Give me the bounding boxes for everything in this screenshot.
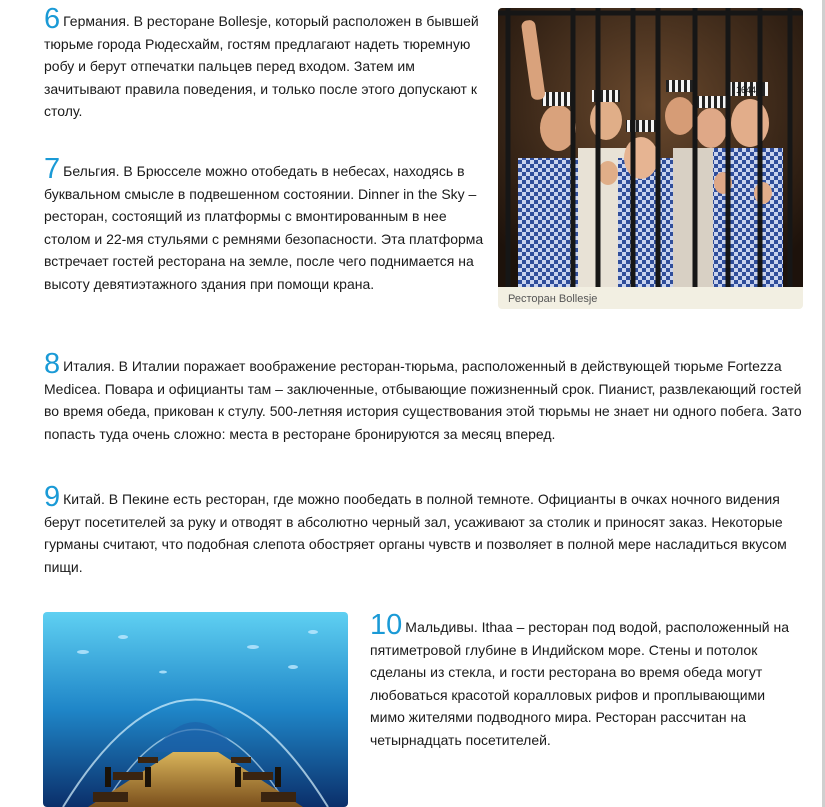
list-item-8	[44, 348, 814, 445]
prisoner-number-badge: 1644	[736, 85, 757, 95]
prison-restaurant-photo-card	[498, 8, 803, 309]
item-number: 9	[44, 481, 61, 513]
underwater-restaurant-photo	[43, 612, 348, 807]
item-number: 10	[370, 609, 403, 641]
item-number: 8	[44, 348, 61, 380]
list-item-9	[44, 481, 794, 578]
item-text: Бельгия. В Брюсселе можно отобедать в небесах, находясь в буквальном смысле в подвешенном состоянии. Dinner in the Sky – ресторан, состоящий из платформы с вмонтированным в нее столом и 22-мя стульями с ремнями безопасности. Эта платформа встречает гостей ресторана на земле, после чего поднимается на высоту девятиэтажного здания при помощи крана.	[44, 163, 484, 292]
item-text: Мальдивы. Ithaa – ресторан под водой, расположенный на пятиметровой глубине в Индийском море. Стены и потолок сделаны из стекла, и гости ресторана во время обеда могут любоваться красотой коралловых рифов и проплывающими мимо жителями подводного мира. Ресторан рассчитан на четырнадцать посетителей.	[370, 619, 790, 748]
list-item-7	[44, 153, 484, 295]
item-text: Германия. В ресторане Bollesje, который расположен в бывшей тюрьме города Рюдесхайм, гостям предлагают надеть тюремную робу и берут отпечатки пальцев перед входом. Затем им зачитывают правила поведения, и только после этого допускают к столу.	[44, 13, 479, 119]
item-text: Италия. В Италии поражает воображение ресторан-тюрьма, расположенный в действующей тюрьме Fortezza Medicea. Повара и официанты там – заключенные, отбывающие пожизненный срок. Пианист, развлекающий гостей во время обеда, прикован к стулу. 500-летняя история существования этой тюрьмы не знает ни одного побега. Зато попасть туда очень сложно: места в ресторане бронируются за месяц вперед.	[44, 358, 802, 442]
list-item-6	[44, 3, 484, 123]
item-number: 6	[44, 3, 61, 35]
list-item-10	[370, 609, 800, 751]
photo-caption: Ресторан Bollesje	[508, 293, 598, 305]
prison-restaurant-photo	[498, 8, 803, 287]
item-number: 7	[44, 153, 61, 185]
item-text: Китай. В Пекине есть ресторан, где можно пообедать в полной темноте. Официанты в очках ночного видения берут посетителей за руку и отводят в абсолютно черный зал, усаживают за столик и приносят заказ. Некоторые гурманы считают, что подобная слепота обостряет органы чувств и позволяет в полной мере насладиться вкусом пищи.	[44, 491, 787, 575]
